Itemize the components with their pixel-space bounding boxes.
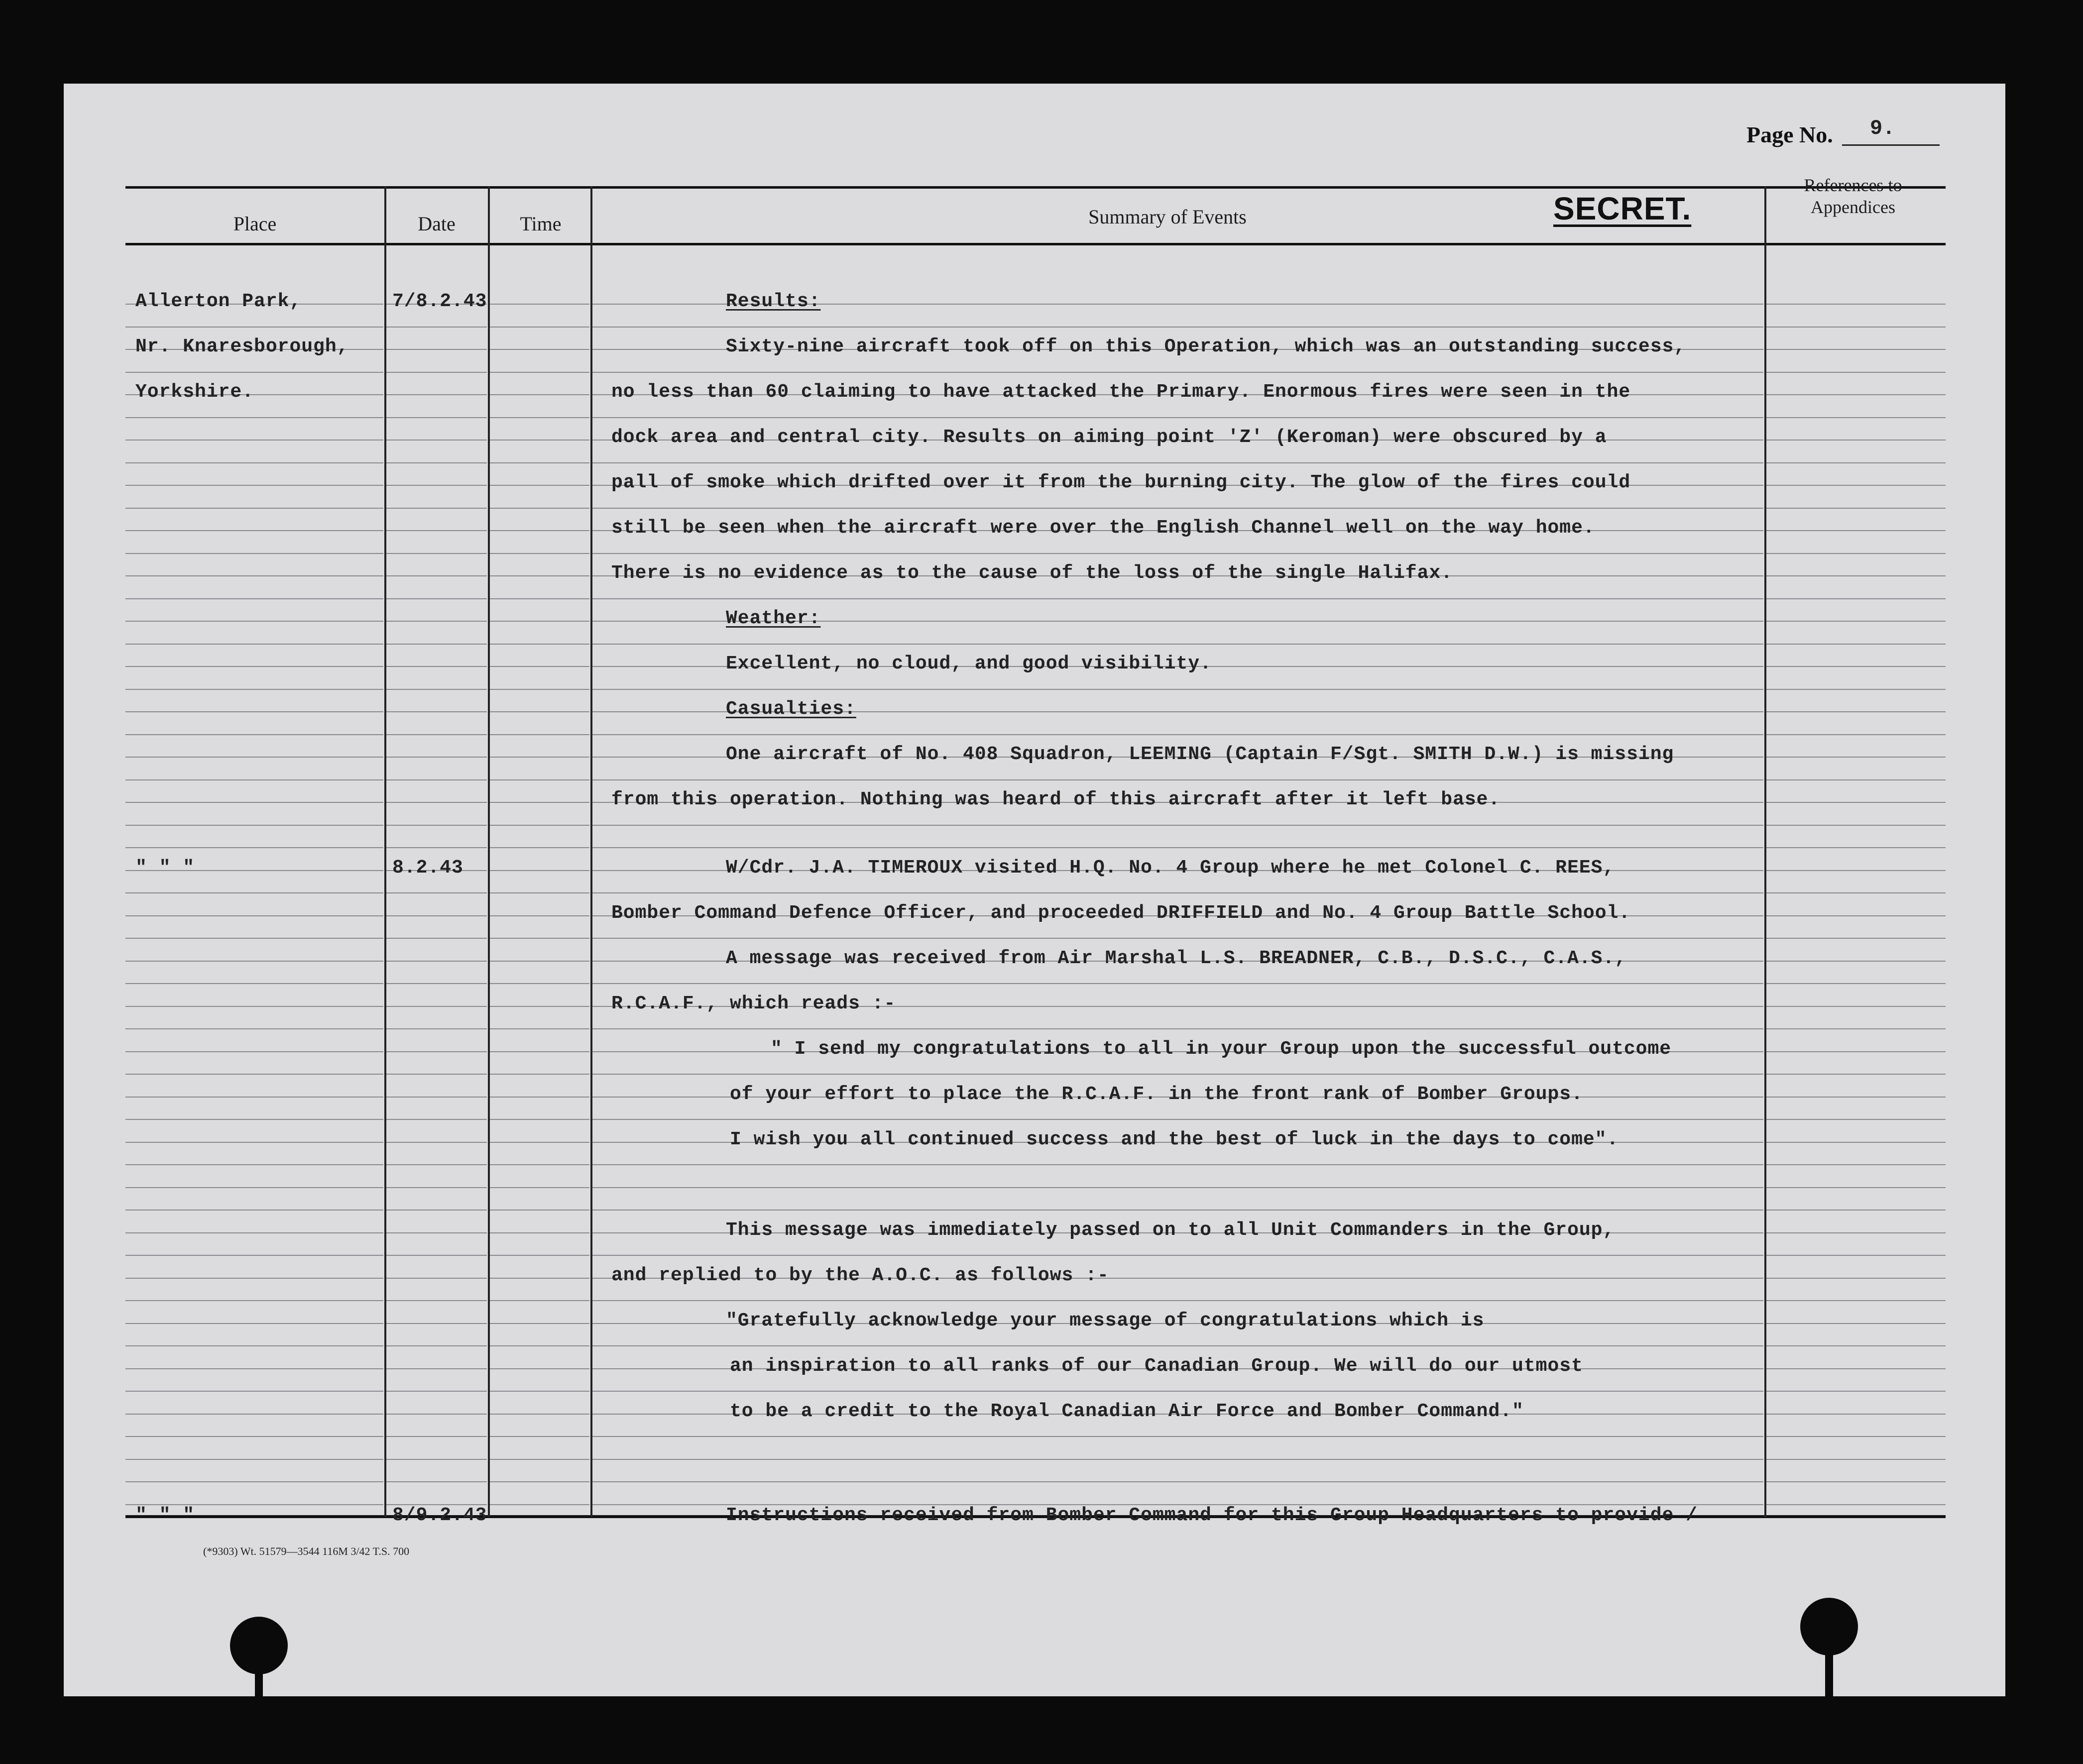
ruled-line [592, 689, 1763, 690]
ruled-line [592, 892, 1763, 893]
ruled-line [1766, 1142, 1946, 1143]
ruled-line [125, 1345, 383, 1346]
ruled-line [592, 1074, 1763, 1075]
entry-summary-line: R.C.A.F., which reads :- [611, 993, 896, 1014]
ruled-line [125, 1481, 383, 1482]
ruled-line [125, 1051, 383, 1052]
ruled-line [1766, 825, 1946, 826]
ruled-line [1766, 961, 1946, 962]
entry-summary-line: There is no evidence as to the cause of the loss of the single Halifax. [611, 562, 1453, 584]
ruled-line [592, 1345, 1763, 1346]
entry-summary-line: "Gratefully acknowledge your message of congratulations which is [726, 1310, 1485, 1331]
ruled-line [490, 847, 589, 848]
ruled-line [1766, 1300, 1946, 1301]
ruled-line [490, 1097, 589, 1098]
col-divider-time-summary [590, 186, 592, 1517]
ruled-line [125, 598, 383, 599]
ruled-line [1766, 666, 1946, 667]
col-header-summary: Summary of Events [1088, 206, 1247, 228]
ruled-line [1766, 1028, 1946, 1029]
ruled-line [1766, 938, 1946, 939]
ruled-line [490, 1323, 589, 1324]
binder-peg-right [1825, 1643, 1833, 1702]
ruled-line [125, 508, 383, 509]
ruled-line [592, 938, 1763, 939]
ruled-line [490, 598, 589, 599]
ruled-line [592, 644, 1763, 645]
entry-place: Allerton Park, [135, 291, 302, 312]
entry-place: Nr. Knaresborough, [135, 336, 349, 357]
ruled-line [386, 892, 487, 893]
ruled-line [1766, 915, 1946, 916]
war-diary-sheet [64, 84, 2005, 1696]
ruled-line [386, 621, 487, 622]
ruled-line [386, 1459, 487, 1460]
entry-summary-line: still be seen when the aircraft were over the English Channel well on the way home. [611, 517, 1595, 539]
entry-summary-line: Bomber Command Defence Officer, and proceeded DRIFFIELD and No. 4 Group Battle School. [611, 902, 1631, 924]
ruled-line [386, 666, 487, 667]
ruled-line [1766, 1006, 1946, 1007]
ruled-line [490, 689, 589, 690]
ruled-line [1766, 1391, 1946, 1392]
ruled-line [386, 757, 487, 758]
entry-place: " " " [135, 857, 195, 879]
entry-summary-line: A message was received from Air Marshal L.S. BREADNER, C.B., D.S.C., C.A.S., [726, 948, 1627, 969]
ruled-line [490, 1255, 589, 1256]
ruled-line [1766, 530, 1946, 531]
ruled-line [490, 1142, 589, 1143]
ruled-line [592, 1436, 1763, 1437]
ruled-line [386, 1481, 487, 1482]
ruled-line [1766, 485, 1946, 486]
ruled-line [125, 485, 383, 486]
ruled-line [490, 327, 589, 328]
ruled-line [1766, 553, 1946, 554]
ruled-line [125, 666, 383, 667]
col-header-date: Date [418, 213, 456, 235]
ruled-line [1766, 1481, 1946, 1482]
ruled-line [592, 508, 1763, 509]
ruled-line [125, 327, 383, 328]
entry-date: 8/9.2.43 [392, 1505, 487, 1526]
ruled-line [592, 825, 1763, 826]
entry-summary-line: of your effort to place the R.C.A.F. in the front rank of Bomber Groups. [730, 1084, 1583, 1105]
ruled-line [1766, 1345, 1946, 1346]
col-header-place: Place [233, 213, 277, 235]
ruled-line [592, 1187, 1763, 1188]
ruled-line [1766, 711, 1946, 712]
ruled-line [490, 757, 589, 758]
ruled-line [592, 1459, 1763, 1460]
form-footer: (*9303) Wt. 51579—3544 116M 3/42 T.S. 700 [203, 1545, 410, 1557]
entry-summary-line: This message was immediately passed on to all Unit Commanders in the Group, [726, 1219, 1615, 1241]
ruled-line [386, 1210, 487, 1211]
ruled-line [1766, 1459, 1946, 1460]
ruled-line [1766, 1323, 1946, 1324]
ruled-line [386, 644, 487, 645]
ruled-line [1766, 644, 1946, 645]
ruled-line [125, 825, 383, 826]
ruled-line [592, 734, 1763, 735]
ruled-line [1766, 1255, 1946, 1256]
ruled-line [490, 1345, 589, 1346]
ruled-line [490, 1164, 589, 1165]
ruled-line [490, 530, 589, 531]
ruled-line [125, 1459, 383, 1460]
ruled-line [592, 327, 1763, 328]
ruled-line [386, 1119, 487, 1120]
ruled-line [1766, 983, 1946, 984]
page-number-value: 9. [1870, 116, 1895, 140]
ruled-line [125, 1323, 383, 1324]
ruled-line [125, 711, 383, 712]
ruled-line [125, 1097, 383, 1098]
ruled-line [490, 372, 589, 373]
ruled-line [386, 1255, 487, 1256]
ruled-line [490, 485, 589, 486]
ruled-line [386, 847, 487, 848]
ruled-line [386, 598, 487, 599]
ruled-line [592, 598, 1763, 599]
ruled-line [490, 575, 589, 576]
ruled-line [1766, 349, 1946, 350]
ruled-line [1766, 598, 1946, 599]
ruled-line [125, 1436, 383, 1437]
ruled-line [125, 1006, 383, 1007]
ruled-line [125, 575, 383, 576]
entry-summary-line: from this operation. Nothing was heard of this aircraft after it left base. [611, 789, 1501, 810]
ruled-line [386, 938, 487, 939]
ruled-line [1766, 621, 1946, 622]
entry-summary-line: Casualties: [726, 698, 856, 720]
ruled-line [1766, 847, 1946, 848]
ruled-line [1766, 394, 1946, 395]
ruled-line [490, 892, 589, 893]
ruled-line [490, 508, 589, 509]
ruled-line [125, 372, 383, 373]
ruled-line [592, 1210, 1763, 1211]
entry-summary-line: Excellent, no cloud, and good visibility. [726, 653, 1212, 674]
entry-summary-line: One aircraft of No. 408 Squadron, LEEMING (Captain F/Sgt. SMITH D.W.) is missing [726, 744, 1674, 765]
ruled-line [1766, 892, 1946, 893]
ruled-line [490, 711, 589, 712]
ruled-line [125, 1255, 383, 1256]
ruled-line [490, 1300, 589, 1301]
ruled-line [386, 1074, 487, 1075]
ruled-line [1766, 372, 1946, 373]
entry-summary-line: pall of smoke which drifted over it from the burning city. The glow of the fires could [611, 472, 1631, 493]
ruled-line [125, 1232, 383, 1233]
entry-summary-line: dock area and central city. Results on aiming point 'Z' (Keroman) were obscured by a [611, 427, 1607, 448]
entry-summary-line: no less than 60 claiming to have attacked the Primary. Enormous fires were seen in the [611, 381, 1631, 403]
ruled-line [1766, 779, 1946, 780]
entry-summary-line: Results: [726, 291, 821, 312]
ruled-line [490, 983, 589, 984]
col-divider-place-date [384, 186, 386, 1517]
ruled-line [125, 440, 383, 441]
entry-summary-line: and replied to by the A.O.C. as follows :- [611, 1265, 1109, 1286]
ruled-line [386, 1300, 487, 1301]
ruled-line [386, 1323, 487, 1324]
ruled-line [386, 1187, 487, 1188]
header-top-rule [125, 186, 1946, 189]
ruled-line [125, 779, 383, 780]
ruled-line [125, 1142, 383, 1143]
ruled-line [386, 372, 487, 373]
entry-date: 8.2.43 [392, 857, 463, 879]
ruled-line [490, 1187, 589, 1188]
ruled-line [592, 462, 1763, 463]
ruled-line [490, 1481, 589, 1482]
ruled-line [125, 734, 383, 735]
ruled-line [592, 372, 1763, 373]
ruled-line [490, 1074, 589, 1075]
ruled-line [386, 394, 487, 395]
ruled-line [386, 530, 487, 531]
ruled-line [386, 915, 487, 916]
ruled-line [125, 417, 383, 418]
ruled-line [125, 1278, 383, 1279]
ruled-line [125, 1187, 383, 1188]
ruled-line [592, 1481, 1763, 1482]
ruled-line [1766, 462, 1946, 463]
ruled-line [1766, 575, 1946, 576]
ruled-line [1766, 417, 1946, 418]
ruled-line [386, 440, 487, 441]
ruled-line [1766, 757, 1946, 758]
ruled-line [490, 394, 589, 395]
ruled-line [1766, 304, 1946, 305]
ruled-line [490, 779, 589, 780]
ruled-line [386, 1368, 487, 1369]
ruled-line [386, 1164, 487, 1165]
ruled-line [386, 1051, 487, 1052]
ruled-line [490, 644, 589, 645]
ruled-line [1766, 1051, 1946, 1052]
ruled-line [386, 1142, 487, 1143]
ruled-line [386, 1414, 487, 1415]
ruled-line [125, 938, 383, 939]
entry-summary-line: I wish you all continued success and the best of luck in the days to come". [730, 1129, 1619, 1150]
entry-place: Yorkshire. [135, 381, 254, 403]
ruled-line [592, 779, 1763, 780]
ruled-line [592, 1164, 1763, 1165]
ruled-line [592, 1300, 1763, 1301]
ruled-line [1766, 1436, 1946, 1437]
ruled-line [490, 1278, 589, 1279]
ruled-line [386, 961, 487, 962]
ruled-line [490, 440, 589, 441]
ruled-line [1766, 1097, 1946, 1098]
ruled-line [1766, 689, 1946, 690]
ruled-line [1766, 1232, 1946, 1233]
ruled-line [490, 553, 589, 554]
ruled-line [592, 1119, 1763, 1120]
ruled-line [490, 621, 589, 622]
ruled-line [125, 1028, 383, 1029]
ruled-line [386, 825, 487, 826]
ruled-line [125, 553, 383, 554]
col-divider-date-time [488, 186, 490, 1517]
ruled-line [490, 1119, 589, 1120]
entry-summary-line: an inspiration to all ranks of our Canadian Group. We will do our utmost [730, 1355, 1583, 1377]
ruled-line [1766, 1278, 1946, 1279]
ruled-line [125, 689, 383, 690]
ruled-line [386, 734, 487, 735]
ruled-line [1766, 327, 1946, 328]
ruled-line [1766, 1414, 1946, 1415]
ruled-line [386, 1391, 487, 1392]
ruled-line [386, 802, 487, 803]
ruled-line [1766, 508, 1946, 509]
ruled-line [490, 961, 589, 962]
entry-place: " " " [135, 1505, 195, 1526]
ruled-line [125, 1074, 383, 1075]
ruled-line [592, 983, 1763, 984]
ruled-line [490, 349, 589, 350]
ruled-line [490, 1232, 589, 1233]
ruled-line [386, 575, 487, 576]
ruled-line [125, 1210, 383, 1211]
ruled-line [1766, 1368, 1946, 1369]
ruled-line [125, 1300, 383, 1301]
ruled-line [490, 734, 589, 735]
ruled-line [490, 825, 589, 826]
ruled-line [386, 689, 487, 690]
entry-summary-line: W/Cdr. J.A. TIMEROUX visited H.Q. No. 4 Group where he met Colonel C. REES, [726, 857, 1615, 879]
page-number-underline [1842, 144, 1940, 146]
secret-stamp: SECRET. [1553, 191, 1692, 226]
ruled-line [125, 644, 383, 645]
ruled-line [386, 1006, 487, 1007]
ruled-line [125, 847, 383, 848]
page-number-label: Page No. [1746, 122, 1833, 147]
ruled-line [386, 1436, 487, 1437]
ruled-line [592, 1028, 1763, 1029]
entry-summary-line: to be a credit to the Royal Canadian Air Force and Bomber Command." [730, 1401, 1524, 1422]
ruled-line [592, 847, 1763, 848]
ruled-line [490, 1414, 589, 1415]
ruled-line [1766, 440, 1946, 441]
ruled-line [1766, 870, 1946, 871]
ruled-line [386, 1028, 487, 1029]
ruled-line [125, 462, 383, 463]
ruled-line [125, 983, 383, 984]
ruled-line [386, 462, 487, 463]
ruled-line [386, 1345, 487, 1346]
entry-summary-line: " I send my congratulations to all in your Group upon the successful outcome [771, 1038, 1672, 1060]
ruled-line [125, 757, 383, 758]
ruled-line [490, 462, 589, 463]
ruled-line [490, 1006, 589, 1007]
ruled-line [1766, 1187, 1946, 1188]
ruled-line [592, 1391, 1763, 1392]
ruled-line [1766, 1074, 1946, 1075]
ruled-line [386, 1097, 487, 1098]
binder-peg-left [255, 1662, 263, 1722]
ruled-line [386, 1232, 487, 1233]
ruled-line [1766, 1119, 1946, 1120]
ruled-line [386, 485, 487, 486]
ruled-line [386, 553, 487, 554]
ruled-line [125, 1119, 383, 1120]
entry-summary-line: Sixty-nine aircraft took off on this Operation, which was an outstanding success, [726, 336, 1686, 357]
ruled-line [125, 1391, 383, 1392]
col-divider-summary-refs [1764, 186, 1766, 1517]
ruled-line [490, 1504, 589, 1505]
ruled-line [125, 802, 383, 803]
ruled-line [386, 779, 487, 780]
ruled-line [386, 508, 487, 509]
ruled-line [125, 530, 383, 531]
ruled-line [1766, 1210, 1946, 1211]
ruled-line [386, 327, 487, 328]
ruled-line [125, 1368, 383, 1369]
ruled-line [490, 1028, 589, 1029]
ruled-line [1766, 1164, 1946, 1165]
ruled-line [592, 1255, 1763, 1256]
ruled-line [592, 417, 1763, 418]
ruled-line [490, 1051, 589, 1052]
ruled-line [386, 711, 487, 712]
ruled-line [490, 915, 589, 916]
ruled-line [490, 1391, 589, 1392]
ruled-line [386, 983, 487, 984]
ruled-line [125, 621, 383, 622]
ruled-line [490, 870, 589, 871]
ruled-line [592, 553, 1763, 554]
ruled-line [1766, 1504, 1946, 1505]
entry-summary-line: Weather: [726, 608, 821, 629]
ruled-line [386, 417, 487, 418]
ruled-line [490, 417, 589, 418]
header-bottom-rule [125, 243, 1946, 245]
ruled-line [490, 1210, 589, 1211]
ruled-line [490, 802, 589, 803]
ruled-line [490, 304, 589, 305]
ruled-line [1766, 802, 1946, 803]
ruled-line [490, 938, 589, 939]
ruled-line [490, 1459, 589, 1460]
col-header-time: Time [520, 213, 562, 235]
ruled-line [125, 892, 383, 893]
col-header-references: References to Appendices [1804, 175, 1902, 217]
ruled-line [386, 349, 487, 350]
ruled-line [125, 915, 383, 916]
entry-summary-line: Instructions received from Bomber Command for this Group Headquarters to provide / [726, 1505, 1698, 1526]
ruled-line [1766, 734, 1946, 735]
entry-date: 7/8.2.43 [392, 291, 487, 312]
ruled-line [490, 1368, 589, 1369]
ruled-line [125, 1414, 383, 1415]
ruled-line [490, 666, 589, 667]
ruled-line [125, 961, 383, 962]
ruled-line [386, 1278, 487, 1279]
ruled-line [125, 1164, 383, 1165]
ruled-line [490, 1436, 589, 1437]
